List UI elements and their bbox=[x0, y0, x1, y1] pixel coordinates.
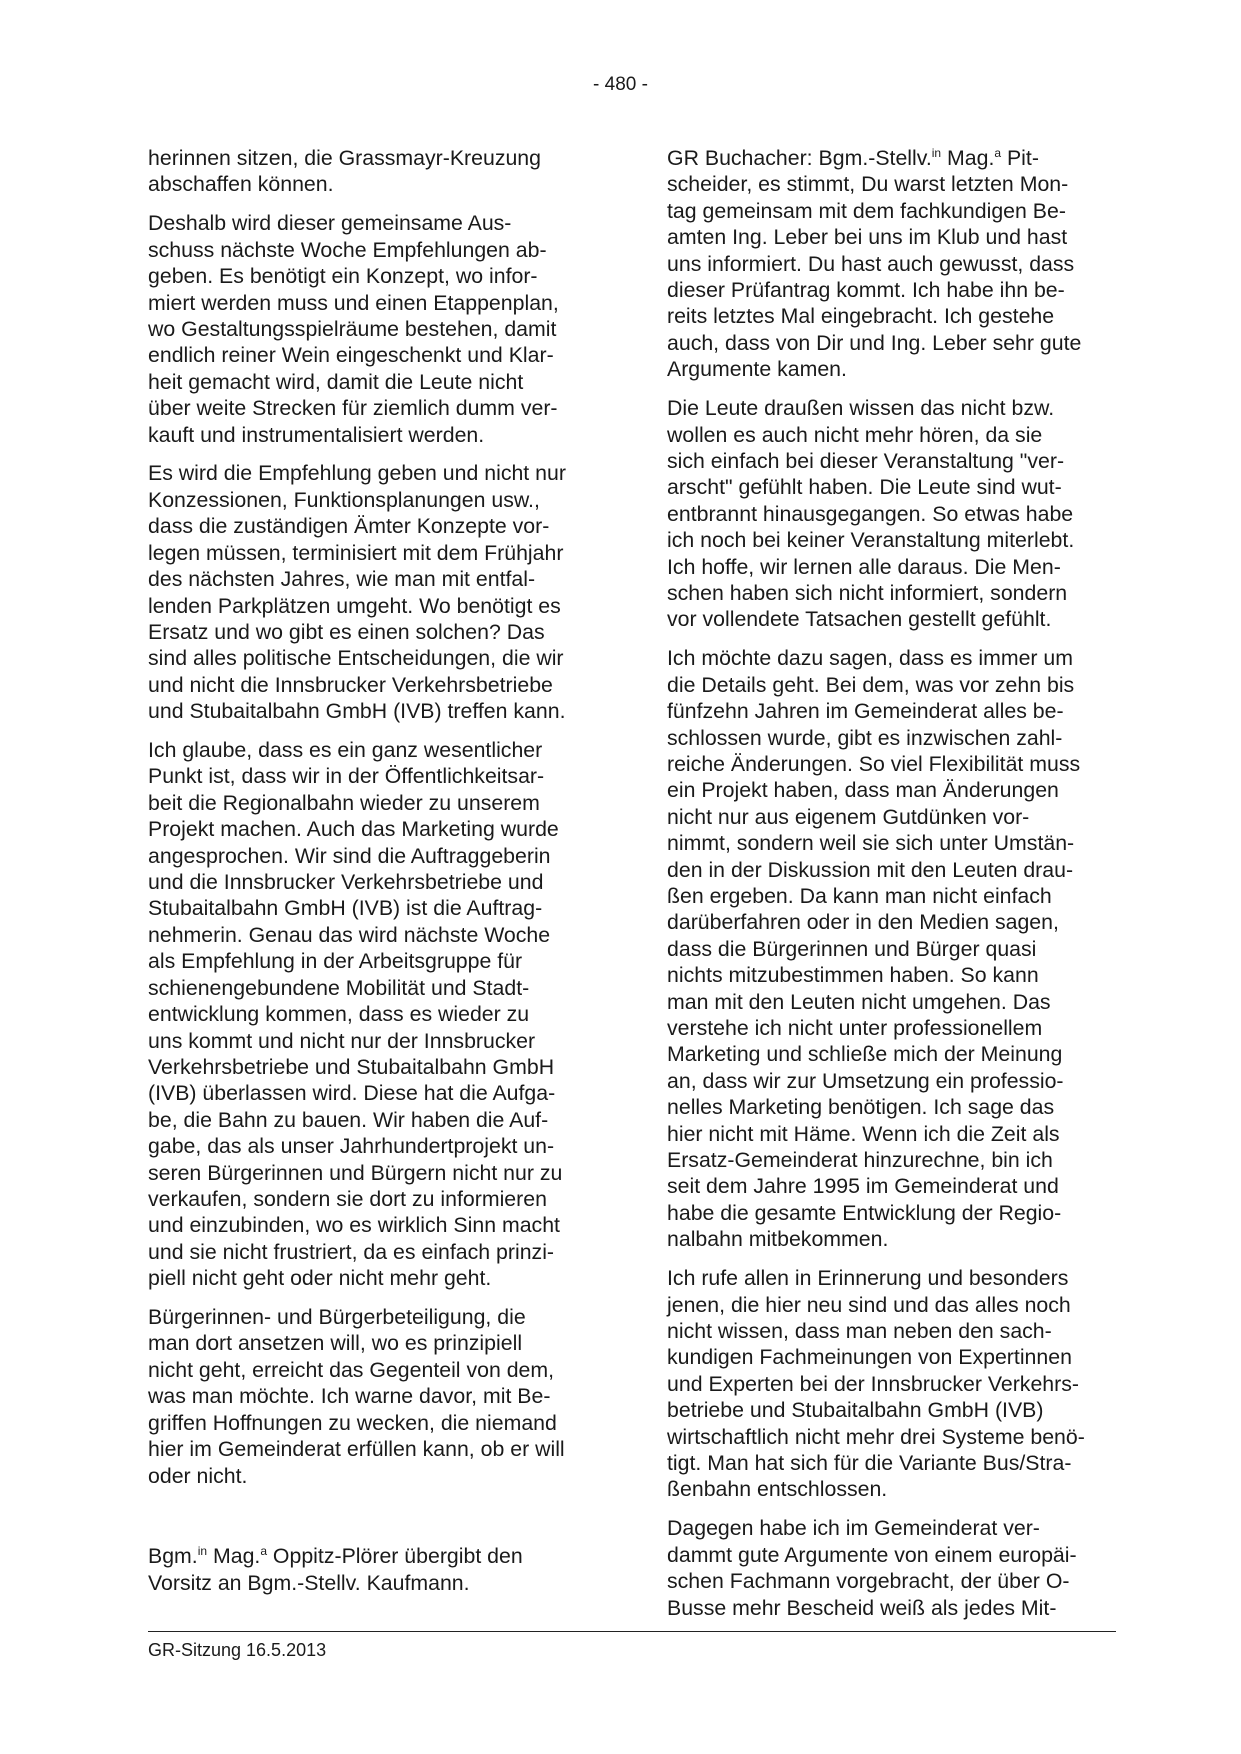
superscript: in bbox=[197, 1544, 208, 1559]
paragraph: Es wird die Empfehlung geben und nicht nur Konzessionen, Funktionsplanungen usw., dass die zuständigen Ämter Konzepte vor- legen müssen, terminisiert mit dem Frühjahr des nächsten Jahres, wie man mit entfal- lenden Parkplätzen umgeht. Wo benötigt es Ersatz und wo gibt es einen solchen? Das sind alles politische Entscheidungen, die wir und nicht die Innsbrucker Verkehrsbetriebe und Stubaitalbahn GmbH (IVB) treffen kann. bbox=[148, 461, 566, 724]
superscript: a bbox=[260, 1544, 268, 1559]
chair-handover-note bbox=[148, 1543, 598, 1596]
chair-title: Bgm. bbox=[148, 1544, 198, 1569]
footer-session-date: GR-Sitzung 16.5.2013 bbox=[148, 1640, 327, 1660]
superscript: a bbox=[994, 145, 1002, 160]
footer-divider bbox=[148, 1631, 1116, 1632]
paragraph: herinnen sitzen, die Grassmayr-Kreuzung abschaffen können. bbox=[148, 146, 541, 197]
chair-note-text: Oppitz-Plörer übergibt den bbox=[267, 1544, 523, 1569]
paragraph: Die Leute draußen wissen das nicht bzw. wollen es auch nicht mehr hören, da sie sich einfach bei dieser Veranstaltung "ver- arscht" gefühlt haben. Die Leute sind wut- entbrannt hinausgegangen. So etwas habe ich noch bei keiner Veranstaltung miterlebt. Ich hoffe, wir lernen alle daraus. Die Men- schen haben sich nicht informiert, sondern vor vollendete Tatsachen gestellt gefühlt. bbox=[667, 396, 1075, 632]
page-number: - 480 - bbox=[593, 74, 648, 95]
speaker-name: GR Buchacher: bbox=[667, 146, 813, 170]
paragraph: Dagegen habe ich im Gemeinderat ver- dammt gute Argumente von einem europäi- schen Fachmann vorgebracht, der über O- Busse mehr Bescheid weiß als jedes Mit- bbox=[667, 1516, 1077, 1620]
speaker-title: Bgm.-Stellv. bbox=[812, 146, 932, 170]
chair-title: Mag. bbox=[207, 1544, 261, 1569]
superscript: in bbox=[931, 145, 942, 160]
paragraph: Ich glaube, dass es ein ganz wesentlicher Punkt ist, dass wir in der Öffentlichkeitsar- beit die Regionalbahn wieder zu unserem Projekt machen. Auch das Marketing wurde angesprochen. Wir sind die Auftraggeberin und die Innsbrucker Verkehrsbetriebe und Stubaitalbahn GmbH (IVB) ist die Auftrag- nehmerin. Genau das wird nächste Woche als Empfehlung in der Arbeitsgruppe für schienengebundene Mobilität und Stadt- entwicklung kommen, dass es wieder zu uns kommt und nicht nur der Innsbrucker Verkehrsbetriebe und Stubaitalbahn GmbH (IVB) überlassen wird. Diese hat die Aufga- be, die Bahn zu bauen. Wir haben die Auf- gabe, das als unser Jahrhundertprojekt un- seren Bürgerinnen und Bürgern nicht nur zu verkaufen, sondern sie dort zu informieren und einzubinden, wo es wirklich Sinn macht und sie nicht frustriert, da es einfach prinzi- piell nicht geht oder nicht mehr geht. bbox=[148, 738, 563, 1291]
speaker-paragraph bbox=[667, 145, 1119, 383]
right-column bbox=[667, 145, 1119, 1633]
speaker-title: Mag. bbox=[941, 146, 995, 170]
paragraph: Deshalb wird dieser gemeinsame Aus- schuss nächste Woche Empfehlungen ab- geben. Es benötigt ein Konzept, wo infor- miert werden muss und einen Etappenplan, wo Gestaltungsspielräume bestehen, damit endlich reiner Wein eingeschenkt und Klar- heit gemacht wird, damit die Leute nicht über weite Strecken für ziemlich dumm ver- kauft und instrumentalisiert werden. bbox=[148, 211, 559, 447]
paragraph: Ich rufe allen in Erinnerung und besonders jenen, die hier neu sind und das alles noch nicht wissen, dass man neben den sach- kundigen Fachmeinungen von Expertinnen und Experten bei der Innsbrucker Verkehrs- betriebe und Stubaitalbahn GmbH (IVB) wirtschaftlich nicht mehr drei Systeme benö- tigt. Man hat sich für die Variante Bus/Stra- ßenbahn entschlossen. bbox=[667, 1266, 1085, 1502]
speaker-text: Pit- scheider, es stimmt, Du warst letzten Mon- tag gemeinsam mit dem fachkundigen Be- amten Ing. Leber bei uns im Klub und hast uns informiert. Du hast auch gewusst, dass dieser Prüfantrag kommt. Ich habe ihn be- reits letztes Mal eingebracht. Ich gestehe auch, dass von Dir und Ing. Leber sehr gute Argumente kamen. bbox=[667, 146, 1082, 382]
chair-note-text: Vorsitz an Bgm.-Stellv. Kaufmann. bbox=[148, 1570, 470, 1595]
left-column bbox=[148, 145, 598, 1609]
paragraph: Bürgerinnen- und Bürgerbeteiligung, die man dort ansetzen will, wo es prinzipiell nicht geht, erreicht das Gegenteil von dem, was man möchte. Ich warne davor, mit Be- griffen Hoffnungen zu wecken, die niemand hier im Gemeinderat erfüllen kann, ob er will oder nicht. bbox=[148, 1305, 565, 1488]
paragraph: Ich möchte dazu sagen, dass es immer um die Details geht. Bei dem, was vor zehn bis fünfzehn Jahren im Gemeinderat alles be- schlossen wurde, gibt es inzwischen zahl- reiche Änderungen. So viel Flexibilität muss ein Projekt haben, dass man Änderungen nicht nur aus eigenem Gutdünken vor- nimmt, sondern weil sie sich unter Umstän- den in der Diskussion mit den Leuten drau- ßen ergeben. Da kann man nicht einfach darüberfahren oder in den Medien sagen, dass die Bürgerinnen und Bürger quasi nichts mitzubestimmen haben. So kann man mit den Leuten nicht umgehen. Das verstehe ich nicht unter professionellem Marketing und schließe mich der Meinung an, dass wir zur Umsetzung ein professio- nelles Marketing benötigen. Ich sage das hier nicht mit Häme. Wenn ich die Zeit als Ersatz-Gemeinderat hinzurechne, bin ich seit dem Jahre 1995 im Gemeinderat und habe die gesamte Entwicklung der Regio- nalbahn mitbekommen. bbox=[667, 646, 1081, 1252]
